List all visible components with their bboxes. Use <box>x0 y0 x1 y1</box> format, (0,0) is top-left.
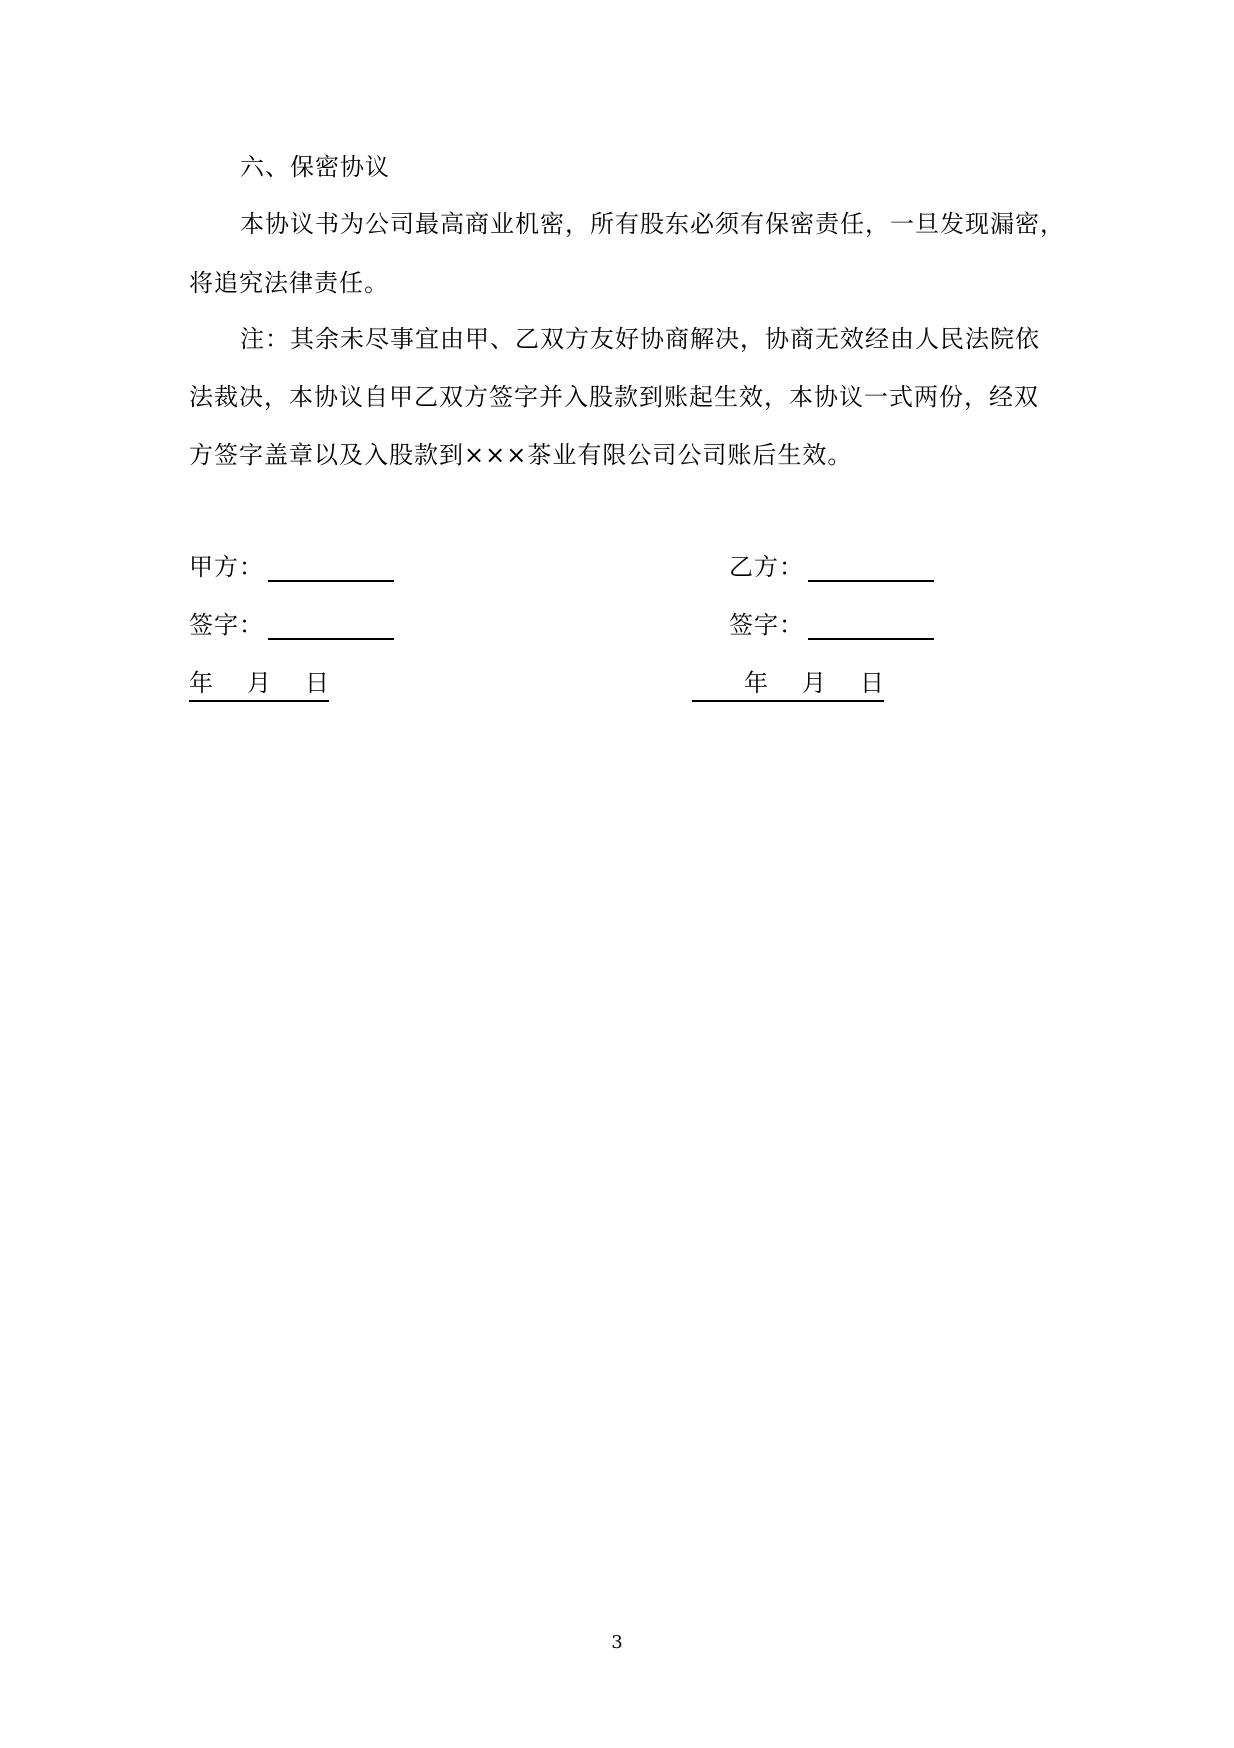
party-a-sign-label: 签字： <box>189 611 264 639</box>
party-a-date-month: 月 <box>247 669 271 697</box>
party-a-signature-row <box>189 552 394 582</box>
party-a-date-year: 年 <box>189 669 213 697</box>
section-heading: 六、保密协议 <box>240 153 390 181</box>
confidentiality-paragraph-line-2: 将追究法律责任。 <box>189 269 389 297</box>
party-b-date-year: 年 <box>744 669 768 697</box>
party-b-date-month: 月 <box>802 669 826 697</box>
note-paragraph-line-2: 法裁决，本协议自甲乙双方签字并入股款到账起生效，本协议一式两份，经双 <box>189 383 1039 411</box>
party-b-sign-blank-line[interactable] <box>808 614 934 640</box>
party-b-date-day: 日 <box>860 669 884 697</box>
note-paragraph-line-1: 注：其余未尽事宜由甲、乙双方友好协商解决，协商无效经由人民法院依 <box>240 325 1040 353</box>
party-a-date <box>189 668 329 702</box>
party-b-label: 乙方： <box>729 553 804 581</box>
confidentiality-paragraph-line-1: 本协议书为公司最高商业机密，所有股东必须有保密责任，一旦发现漏密， <box>240 210 1065 238</box>
party-a-label: 甲方： <box>189 553 264 581</box>
party-a-date-day: 日 <box>305 669 329 697</box>
party-b-date <box>692 668 884 702</box>
party-a-sign-row <box>189 610 394 640</box>
party-a-blank-line[interactable] <box>268 556 394 582</box>
party-a-sign-blank-line[interactable] <box>268 614 394 640</box>
party-b-sign-label: 签字： <box>729 611 804 639</box>
party-b-blank-line[interactable] <box>808 556 934 582</box>
note-paragraph-line-3: 方签字盖章以及入股款到×××茶业有限公司公司账后生效。 <box>189 441 853 469</box>
party-b-sign-row <box>729 610 934 640</box>
party-b-signature-row <box>729 552 934 582</box>
page-number: 3 <box>611 1632 623 1653</box>
